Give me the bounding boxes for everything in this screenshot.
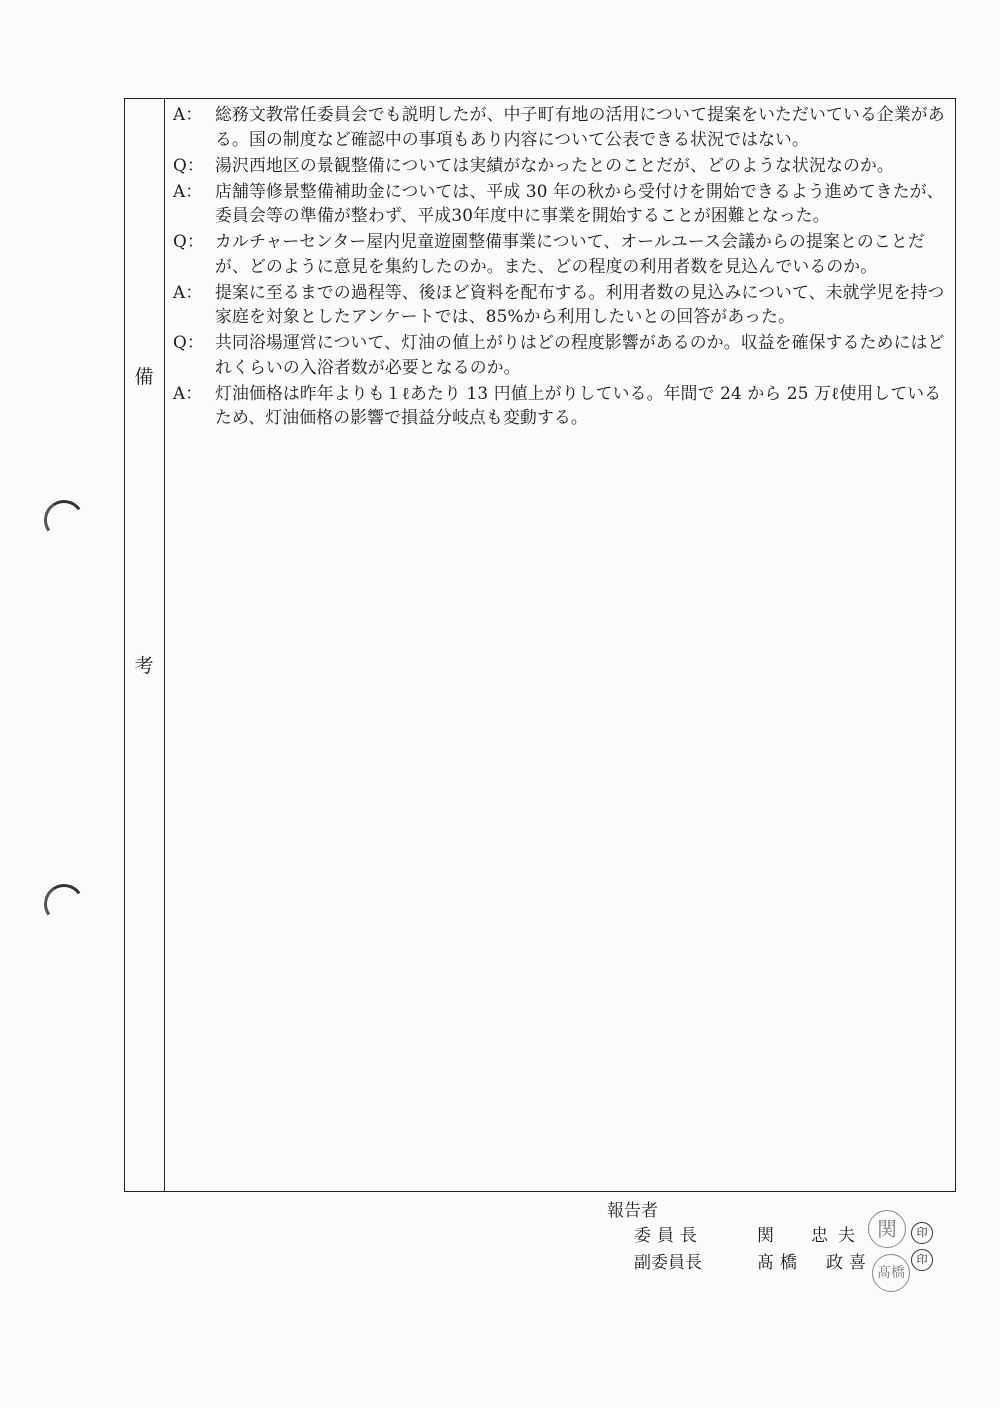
remarks-label-char-1: 備 xyxy=(134,366,154,388)
qa-text: 総務文教常任委員会でも説明したが、中子町有地の活用について提案をいただいている企業がある。国の制度など確認中の事項もあり内容について公表できる状況ではない。 xyxy=(215,104,945,149)
reporter-heading: 報告者 xyxy=(607,1201,658,1221)
qa-entry xyxy=(173,330,949,379)
vice-chair-title: 副委員長 xyxy=(634,1253,702,1273)
qa-text: カルチャーセンター屋内児童遊園整備事業について、オールユース会議からの提案とのことだが、どのように意見を集約したのか。また、どの程度の利用者数を見込んでいるのか。 xyxy=(215,231,925,276)
qa-text: 店舗等修景整備補助金については、平成 30 年の秋から受付けを開始できるよう進めてきたが、委員会等の準備が整わず、平成30年度中に事業を開始することが困難となった。 xyxy=(215,180,944,225)
remarks-label-column xyxy=(125,99,165,1191)
qa-prefix: A： xyxy=(173,281,203,302)
remarks-content xyxy=(173,102,949,431)
punch-hole-bottom xyxy=(41,881,87,927)
qa-prefix: A： xyxy=(173,180,203,201)
hanko-chair: 関 xyxy=(868,1210,906,1248)
remarks-frame xyxy=(124,98,956,1192)
qa-entry xyxy=(173,280,949,329)
qa-entry xyxy=(173,153,949,178)
qa-text: 共同浴場運営について、灯油の値上がりはどの程度影響があるのか。収益を確保するためにはどれくらいの入浴者数が必要となるのか。 xyxy=(215,332,945,377)
qa-text: 湯沢西地区の景観整備については実績がなかったとのことだが、どのような状況なのか。 xyxy=(215,154,894,175)
qa-prefix: A： xyxy=(173,104,203,124)
vice-chair-name: 髙橋 政喜 xyxy=(757,1253,872,1273)
chair-title: 委員長 xyxy=(634,1226,703,1246)
qa-prefix: Q： xyxy=(173,231,204,251)
seal-mark-chair: 印 xyxy=(911,1222,933,1244)
qa-prefix: A： xyxy=(173,382,203,403)
qa-entry xyxy=(173,229,949,278)
chair-name: 関 忠夫 xyxy=(757,1226,865,1246)
qa-text: 灯油価格は昨年よりも１ℓあたり 13 円値上がりしている。年間で 24 から 25 万ℓ使用しているため、灯油価格の影響で損益分岐点も変動する。 xyxy=(215,382,942,427)
hanko-vice-chair: 髙橋 xyxy=(872,1254,910,1292)
seal-mark-vice-chair: 印 xyxy=(911,1249,933,1271)
qa-entry xyxy=(173,381,949,430)
qa-entry xyxy=(173,179,949,228)
qa-prefix: Q： xyxy=(173,332,204,352)
qa-text: 提案に至るまでの過程等、後ほど資料を配布する。利用者数の見込みについて、未就学児を持つ家庭を対象としたアンケートでは、85%から利用したいとの回答があった。 xyxy=(215,281,945,326)
remarks-label-char-2: 考 xyxy=(134,655,154,677)
qa-prefix: Q： xyxy=(173,154,204,175)
punch-hole-top xyxy=(41,497,87,543)
qa-entry xyxy=(173,102,949,151)
